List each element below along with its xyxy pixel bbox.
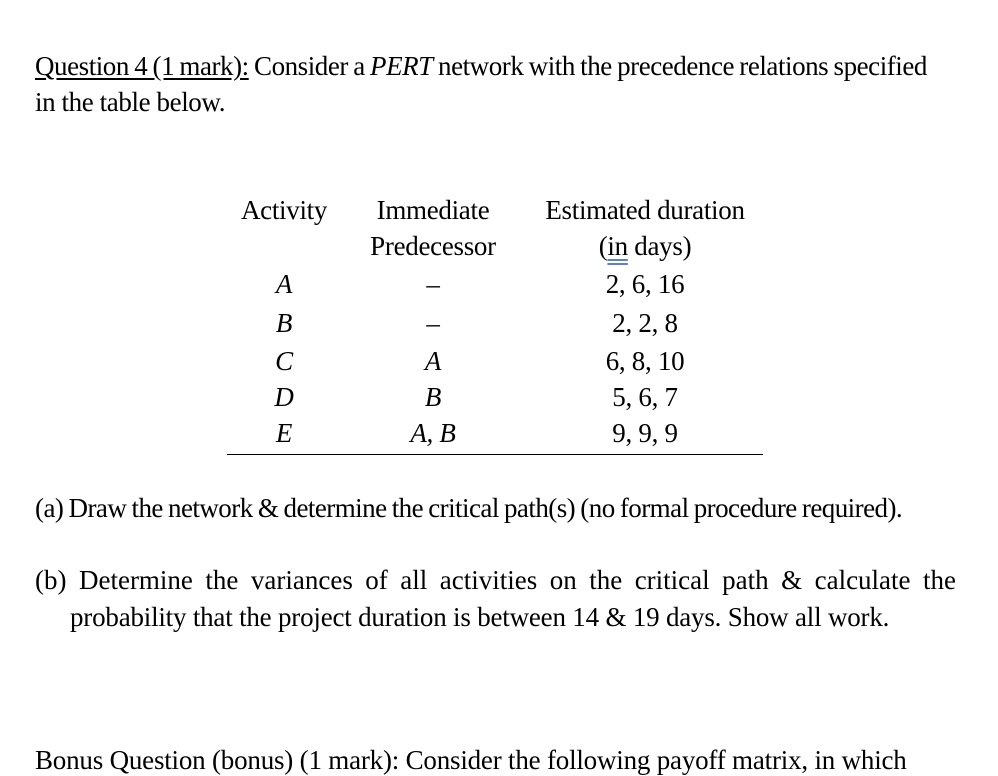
header-duration-line1: Estimated duration: [545, 195, 745, 225]
header-duration-in-word: in: [607, 231, 628, 261]
table-row-predecessor: A: [424, 346, 442, 376]
table-row-duration: 2, 2, 8: [612, 308, 678, 338]
table-row-predecessor: B: [424, 382, 442, 412]
table-row-predecessor: –: [426, 308, 440, 338]
question-label: Question 4 (1 mark):: [35, 51, 249, 81]
table-row-duration: 2, 6, 16: [605, 269, 685, 299]
precedence-table: [227, 193, 763, 455]
table-row-duration: 6, 8, 10: [605, 346, 685, 376]
question-intro-line1: [35, 51, 927, 82]
pert-term: PERT: [370, 51, 433, 81]
table-row-activity: D: [274, 382, 294, 412]
table-row-duration: 9, 9, 9: [612, 418, 678, 448]
next-question-cut-off: Bonus Question (bonus) (1 mark): Consider the following payoff matrix, in which: [35, 745, 907, 775]
header-duration-open-paren: (: [598, 231, 608, 261]
table-row-activity: C: [275, 346, 293, 376]
table-row-predecessor: –: [426, 269, 440, 299]
header-activity: Activity: [240, 195, 328, 225]
header-duration-line2: [527, 231, 763, 262]
question-intro-line2: in the table below.: [35, 87, 226, 117]
question-intro-after: network with the precedence relations specified: [432, 51, 927, 81]
table-row-predecessor: A, B: [410, 418, 456, 448]
header-duration-rest: days): [627, 231, 692, 261]
header-predecessor-line1: Immediate: [376, 195, 490, 225]
table-row-activity: E: [275, 418, 293, 448]
table-row-activity: A: [275, 269, 293, 299]
header-predecessor-line2: Predecessor: [370, 231, 496, 261]
question-intro-before: Consider a: [248, 51, 371, 81]
part-b-line1: (b) Determine the variances of all activities on the critical path & calculate the: [35, 565, 956, 595]
part-b-line2: probability that the project duration is between 14 & 19 days. Show all work.: [70, 602, 890, 632]
table-row-duration: 5, 6, 7: [612, 382, 678, 412]
table-row-activity: B: [275, 308, 293, 338]
part-a-text: (a) Draw the network & determine the critical path(s) (no formal procedure required).: [35, 493, 903, 523]
